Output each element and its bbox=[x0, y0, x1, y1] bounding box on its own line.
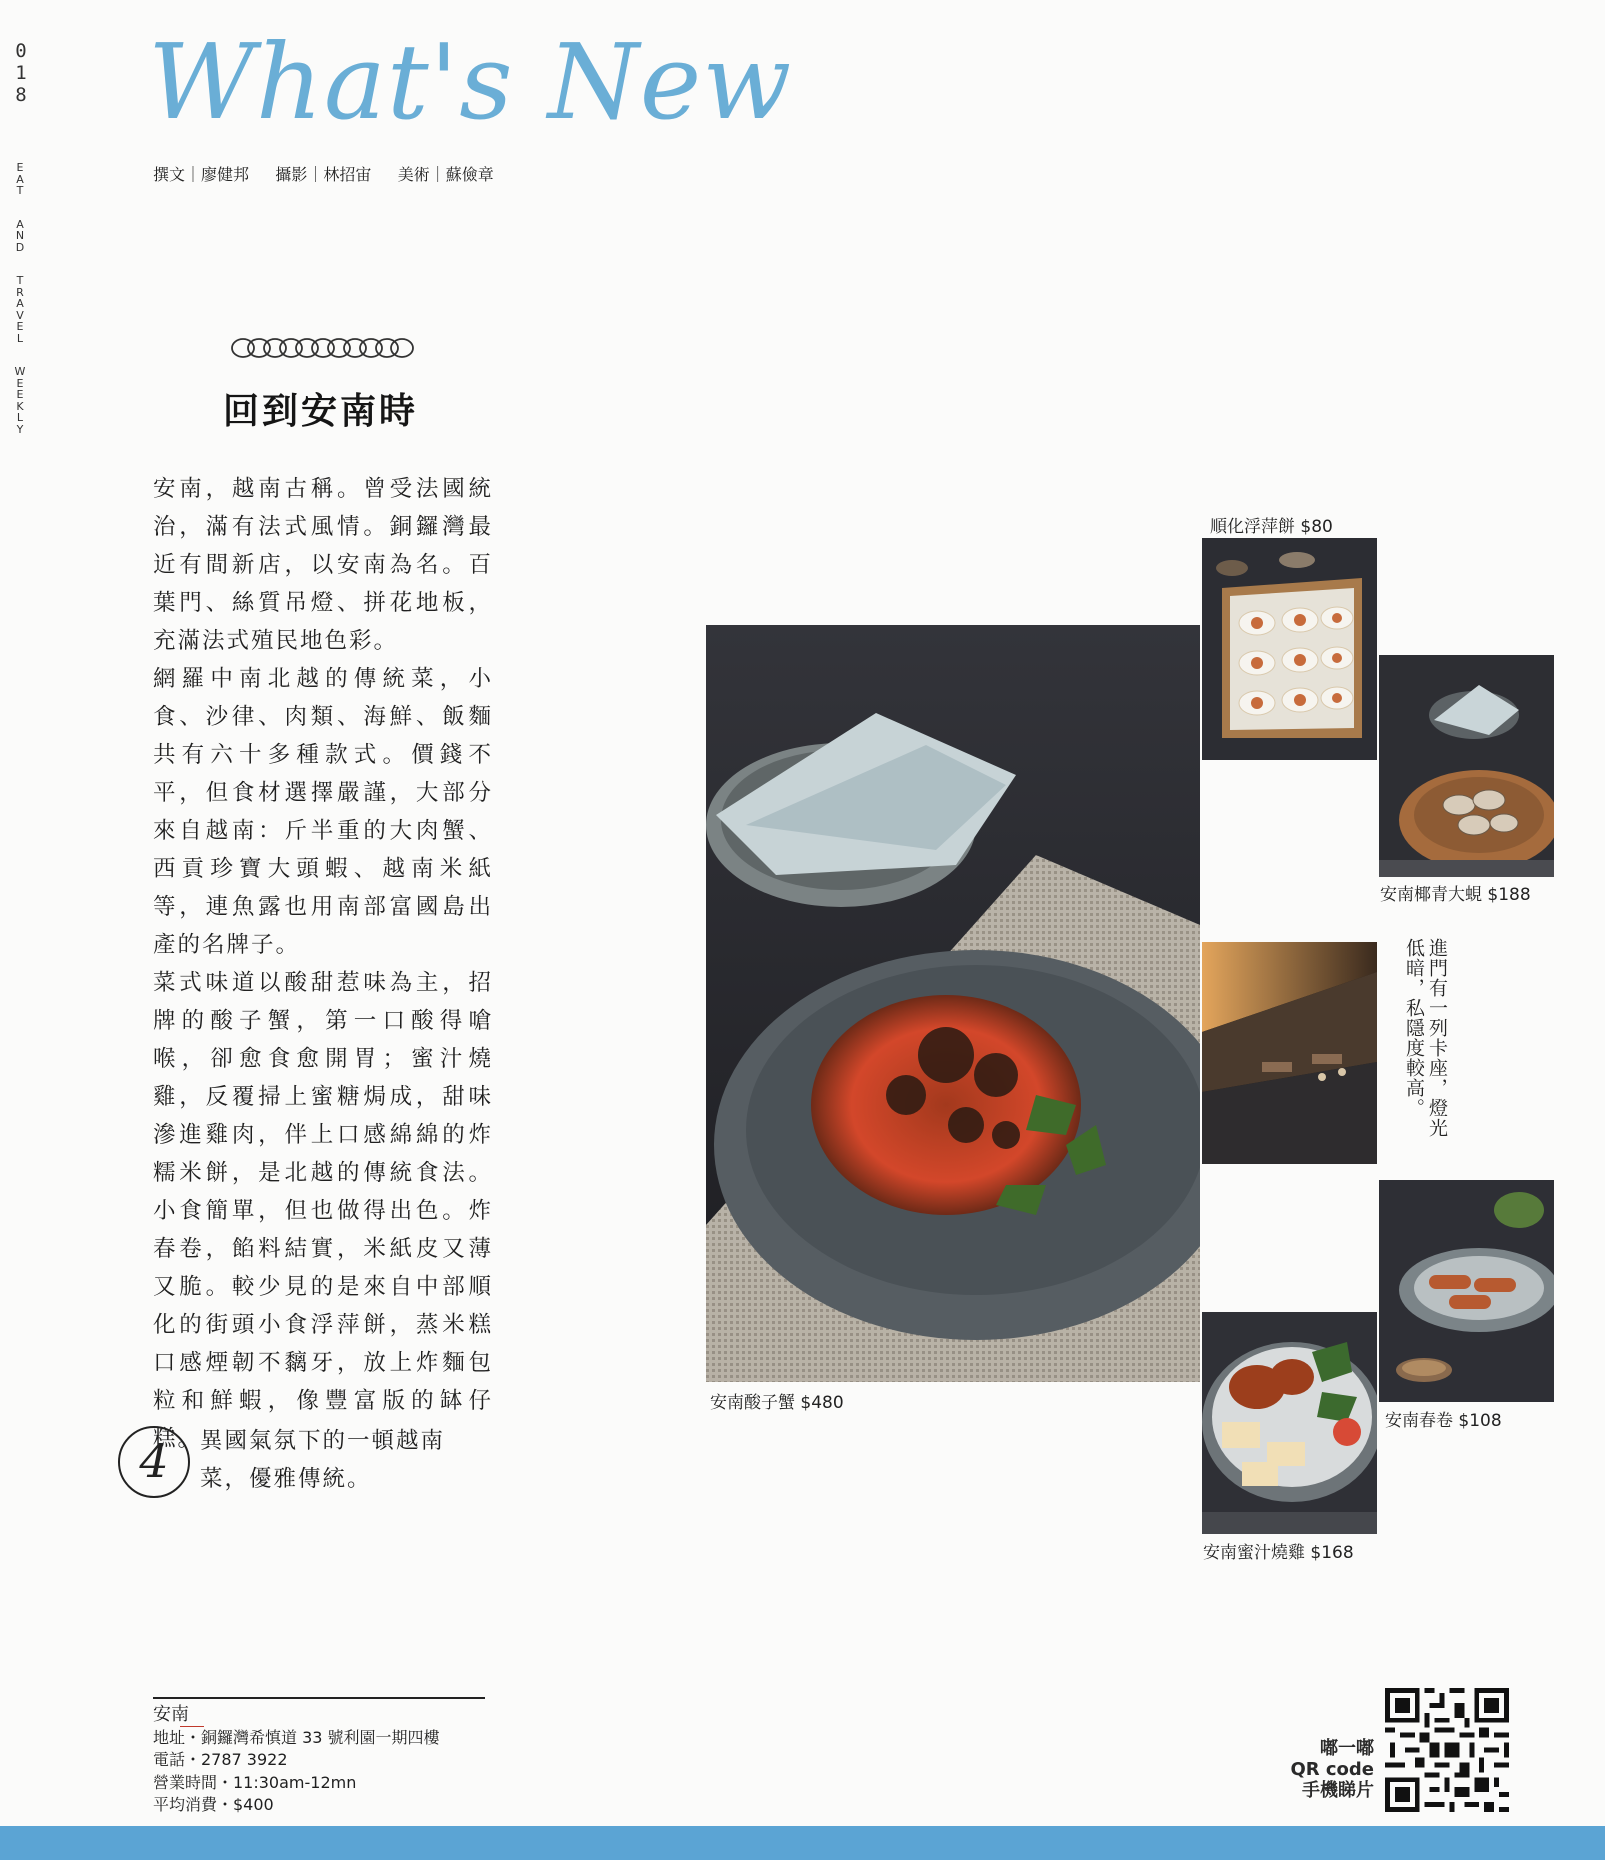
article-headline: 回到安南時 bbox=[223, 390, 419, 432]
ornament-rings bbox=[230, 335, 415, 361]
caption-clams: 安南椰青大蜆 $188 bbox=[1380, 885, 1531, 905]
photo-crab bbox=[706, 625, 1200, 1382]
photo-hue-cake bbox=[1202, 538, 1377, 760]
qr-label-line1: 嘟一嘟 bbox=[1320, 1738, 1374, 1759]
spine-char: L bbox=[16, 411, 24, 424]
photo-crab-image bbox=[706, 625, 1200, 1382]
qr-label bbox=[1270, 1738, 1374, 1801]
restaurant-name: 安南 bbox=[153, 1704, 189, 1725]
page-number-char: 8 bbox=[15, 84, 27, 106]
qr-label-line2: QR code bbox=[1290, 1759, 1374, 1780]
spine-char: A bbox=[16, 217, 24, 231]
page-number-digit bbox=[10, 40, 32, 106]
photo-interior-image bbox=[1202, 942, 1377, 1164]
restaurant-hours: 營業時間・11:30am-12mn bbox=[153, 1772, 357, 1792]
spine-char bbox=[12, 344, 28, 366]
restaurant-address: 地址・銅鑼灣希慎道 33 號利園一期四樓 bbox=[153, 1727, 440, 1747]
page-number-char: 0 bbox=[15, 40, 27, 62]
credit-photographer: 攝影｜林招宙 bbox=[275, 165, 372, 184]
spine-char: E bbox=[16, 161, 24, 174]
spine-char bbox=[12, 197, 28, 219]
photo-clams-image bbox=[1379, 655, 1554, 877]
qr-code[interactable] bbox=[1385, 1688, 1509, 1812]
section-title: What's New bbox=[148, 21, 793, 143]
photo-clams bbox=[1379, 655, 1554, 877]
credit-art: 美術｜蘇儉章 bbox=[397, 165, 494, 184]
photo-hue-cake-image bbox=[1202, 538, 1377, 760]
photo-honey-chicken bbox=[1202, 1312, 1377, 1534]
paragraph-2: 網羅中南北越的傳統菜，小食、沙律、肉類、海鮮、飯麵共有六十多種款式。價錢不平，但食材選擇嚴謹，大部分來自越南：斤半重的大肉蟹、西貢珍寶大頭蝦、越南米紙等，連魚露也用南部富國島出產的名牌子。 bbox=[153, 666, 493, 958]
spine-char: A bbox=[16, 297, 24, 310]
photo-honey-chicken-image bbox=[1202, 1312, 1377, 1534]
name-underline bbox=[180, 1726, 204, 1727]
paragraph-3: 菜式味道以酸甜惹味為主，招牌的酸子蟹，第一口酸得嗆喉，卻愈食愈開胃；蜜汁燒雞，反覆掃上蜜糖焗成，甜味滲進雞肉，伴上口感綿綿的炸糯米餅，是北越的傳統食法。小食簡單，但也做得出色。炸春卷，餡料結實，米紙皮又薄又脆。較少見的是來自中部順化的街頭小食浮萍餅，蒸米糕口感煙韌不黐牙，放上炸麵包粒和鮮蝦，像豐富版的缽仔糕。 bbox=[153, 970, 493, 1452]
credits bbox=[153, 162, 500, 185]
caption-spring-rolls: 安南春卷 $108 bbox=[1385, 1411, 1502, 1431]
caption-interior: 進門有一列卡座，燈光低暗，私隱度較高。 bbox=[1403, 938, 1448, 1138]
verdict-text: 異國氣氛下的一頓越南菜，優雅傳統。 bbox=[200, 1428, 446, 1492]
spine-char: D bbox=[15, 240, 25, 254]
restaurant-info bbox=[153, 1704, 513, 1817]
info-divider bbox=[153, 1697, 485, 1699]
qr-label-line3: 手機睇片 bbox=[1302, 1780, 1374, 1801]
spine-char bbox=[12, 253, 28, 275]
spine-text bbox=[12, 162, 28, 435]
spine-char: A bbox=[16, 172, 24, 186]
article-body bbox=[153, 470, 493, 1458]
spine-char: W bbox=[14, 365, 26, 378]
spine-char: Y bbox=[16, 422, 24, 436]
spine-char: L bbox=[16, 331, 24, 345]
page-number bbox=[10, 40, 32, 106]
photo-spring-rolls bbox=[1379, 1180, 1554, 1402]
restaurant-avg-spend: 平均消費・$400 bbox=[153, 1795, 274, 1814]
rating-badge: 4 bbox=[118, 1426, 190, 1498]
spine-char: T bbox=[16, 274, 24, 287]
restaurant-phone: 電話・2787 3922 bbox=[153, 1750, 288, 1769]
caption-hue-cake: 順化浮萍餅 $80 bbox=[1210, 517, 1333, 537]
spine-char: N bbox=[15, 229, 25, 242]
spine-char: T bbox=[16, 184, 24, 197]
paragraph-1: 安南，越南古稱。曾受法國統治，滿有法式風情。銅鑼灣最近有間新店，以安南為名。百葉門、絲質吊燈、拼花地板，充滿法式殖民地色彩。 bbox=[153, 476, 493, 654]
page-number-char: 1 bbox=[15, 62, 27, 84]
spine-char: E bbox=[16, 376, 24, 390]
caption-honey-chicken: 安南蜜汁燒雞 $168 bbox=[1203, 1543, 1354, 1563]
spine-char: K bbox=[16, 399, 24, 413]
bottom-color-band bbox=[0, 1826, 1605, 1860]
spine-char: V bbox=[16, 308, 24, 322]
caption-crab: 安南酸子蟹 $480 bbox=[710, 1393, 844, 1413]
photo-interior bbox=[1202, 942, 1377, 1164]
spine-char: R bbox=[16, 285, 24, 299]
spine-char: E bbox=[16, 320, 24, 333]
spine-char: E bbox=[16, 388, 24, 401]
credit-writer: 撰文｜廖健邦 bbox=[153, 165, 250, 184]
photo-spring-rolls-image bbox=[1379, 1180, 1554, 1402]
